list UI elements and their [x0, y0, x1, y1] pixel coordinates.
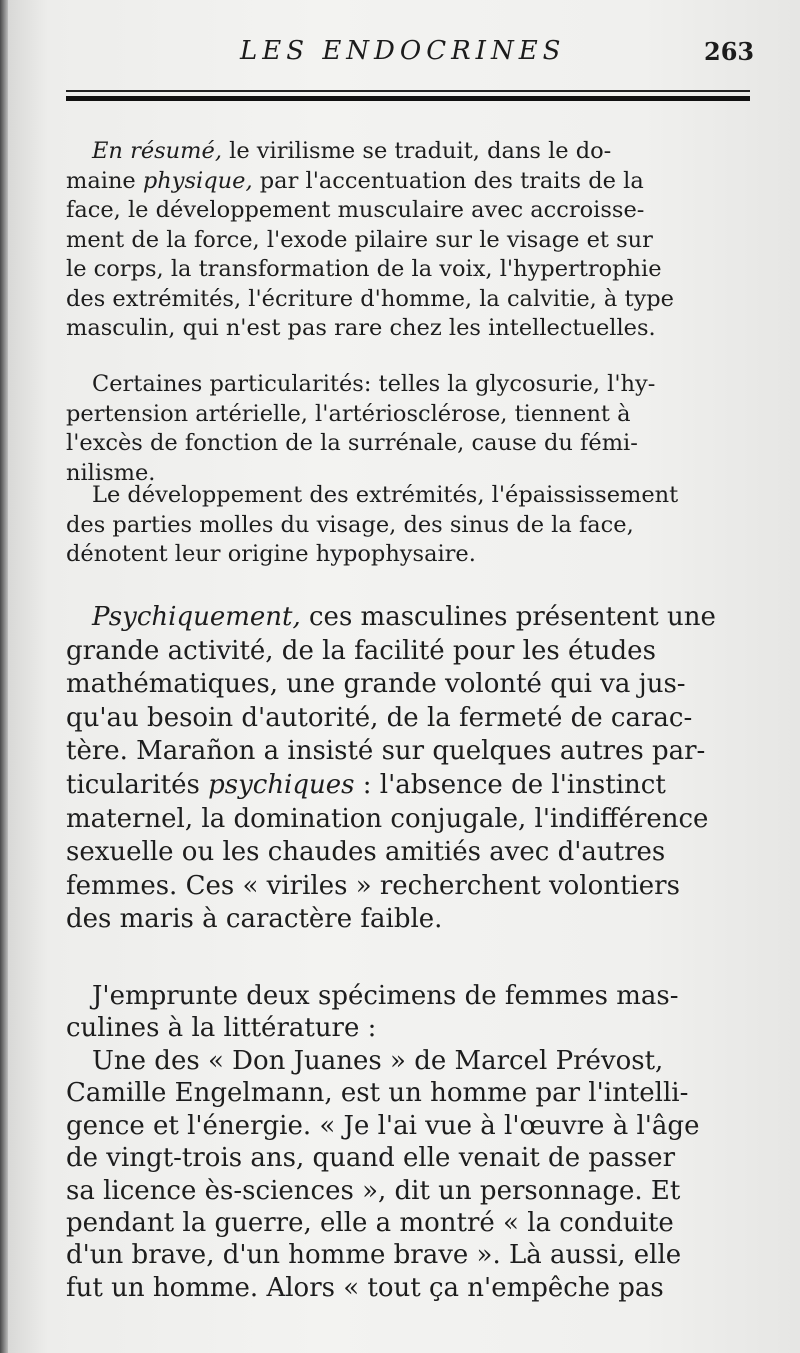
- text-line: sexuelle ou les chaudes amitiés avec d'autres: [66, 837, 666, 868]
- text-line: ticularités psychiques : l'absence de l'instinct: [66, 769, 666, 800]
- header-rule-thin: [66, 90, 750, 92]
- paragraph-specimens: [66, 980, 754, 1045]
- paragraph-particularities: [66, 370, 754, 488]
- text-line: des extrémités, l'écriture d'homme, la calvitie, à type: [66, 285, 674, 312]
- text-line: J'emprunte deux spécimens de femmes mas-: [92, 981, 679, 1011]
- text-line: des maris à caractère faible.: [66, 904, 443, 935]
- running-head-title: LES ENDOCRINES: [240, 36, 566, 66]
- text-line: l'excès de fonction de la surrénale, cause du fémi-: [66, 430, 638, 456]
- text-line: nilisme.: [66, 459, 156, 486]
- paragraph-development: [66, 481, 754, 570]
- text-line: gence et l'énergie. « Je l'ai vue à l'œuvre à l'âge: [66, 1110, 700, 1141]
- text-line: Le développement des extrémités, l'épaississement: [92, 482, 679, 508]
- paragraph-don-juanes: [66, 1045, 754, 1304]
- page-number: 263: [704, 37, 755, 66]
- text-line: culines à la littérature :: [66, 1013, 377, 1044]
- header-rule-thick: [66, 96, 750, 101]
- text-line: sa licence ès-sciences », dit un personnage. Et: [66, 1175, 681, 1206]
- text-line: d'un brave, d'un homme brave ». Là aussi, elle: [66, 1240, 682, 1271]
- text-line: des parties molles du visage, des sinus de la face,: [66, 511, 634, 538]
- page-edge-shadow: [0, 0, 8, 1353]
- text-line: le corps, la transformation de la voix, l'hypertrophie: [66, 256, 662, 282]
- text-line: Camille Engelmann, est un homme par l'intelli-: [66, 1078, 689, 1109]
- text-line: Certaines particularités: telles la glycosurie, l'hy-: [92, 371, 656, 397]
- text-line: de vingt-trois ans, quand elle venait de passer: [66, 1143, 675, 1174]
- paragraph-psychically: [66, 601, 754, 937]
- text-line: mathématiques, une grande volonté qui va jus-: [66, 669, 686, 700]
- text-line: Psychiquement, ces masculines présentent une: [92, 602, 716, 632]
- text-line: En résumé, le virilisme se traduit, dans le do-: [92, 138, 612, 164]
- text-line: ment de la force, l'exode pilaire sur le visage et sur: [66, 226, 653, 253]
- text-line: tère. Marañon a insisté sur quelques autres par-: [66, 736, 706, 767]
- paragraph-summary: [66, 137, 754, 344]
- text-line: grande activité, de la facilité pour les études: [66, 635, 656, 666]
- text-line: femmes. Ces « viriles » recherchent volontiers: [66, 870, 680, 901]
- text-line: masculin, qui n'est pas rare chez les intellectuelles.: [66, 315, 656, 341]
- text-line: Une des « Don Juanes » de Marcel Prévost,: [92, 1046, 664, 1076]
- text-line: dénotent leur origine hypophysaire.: [66, 541, 476, 567]
- text-line: fut un homme. Alors « tout ça n'empêche pas: [66, 1272, 664, 1303]
- text-line: face, le développement musculaire avec accroisse-: [66, 197, 645, 223]
- text-line: maine physique, par l'accentuation des traits de la: [66, 167, 644, 194]
- text-line: qu'au besoin d'autorité, de la fermeté de carac-: [66, 702, 693, 733]
- text-line: pendant la guerre, elle a montré « la conduite: [66, 1208, 674, 1239]
- text-line: maternel, la domination conjugale, l'indifférence: [66, 803, 709, 834]
- text-line: pertension artérielle, l'artériosclérose, tiennent à: [66, 400, 631, 427]
